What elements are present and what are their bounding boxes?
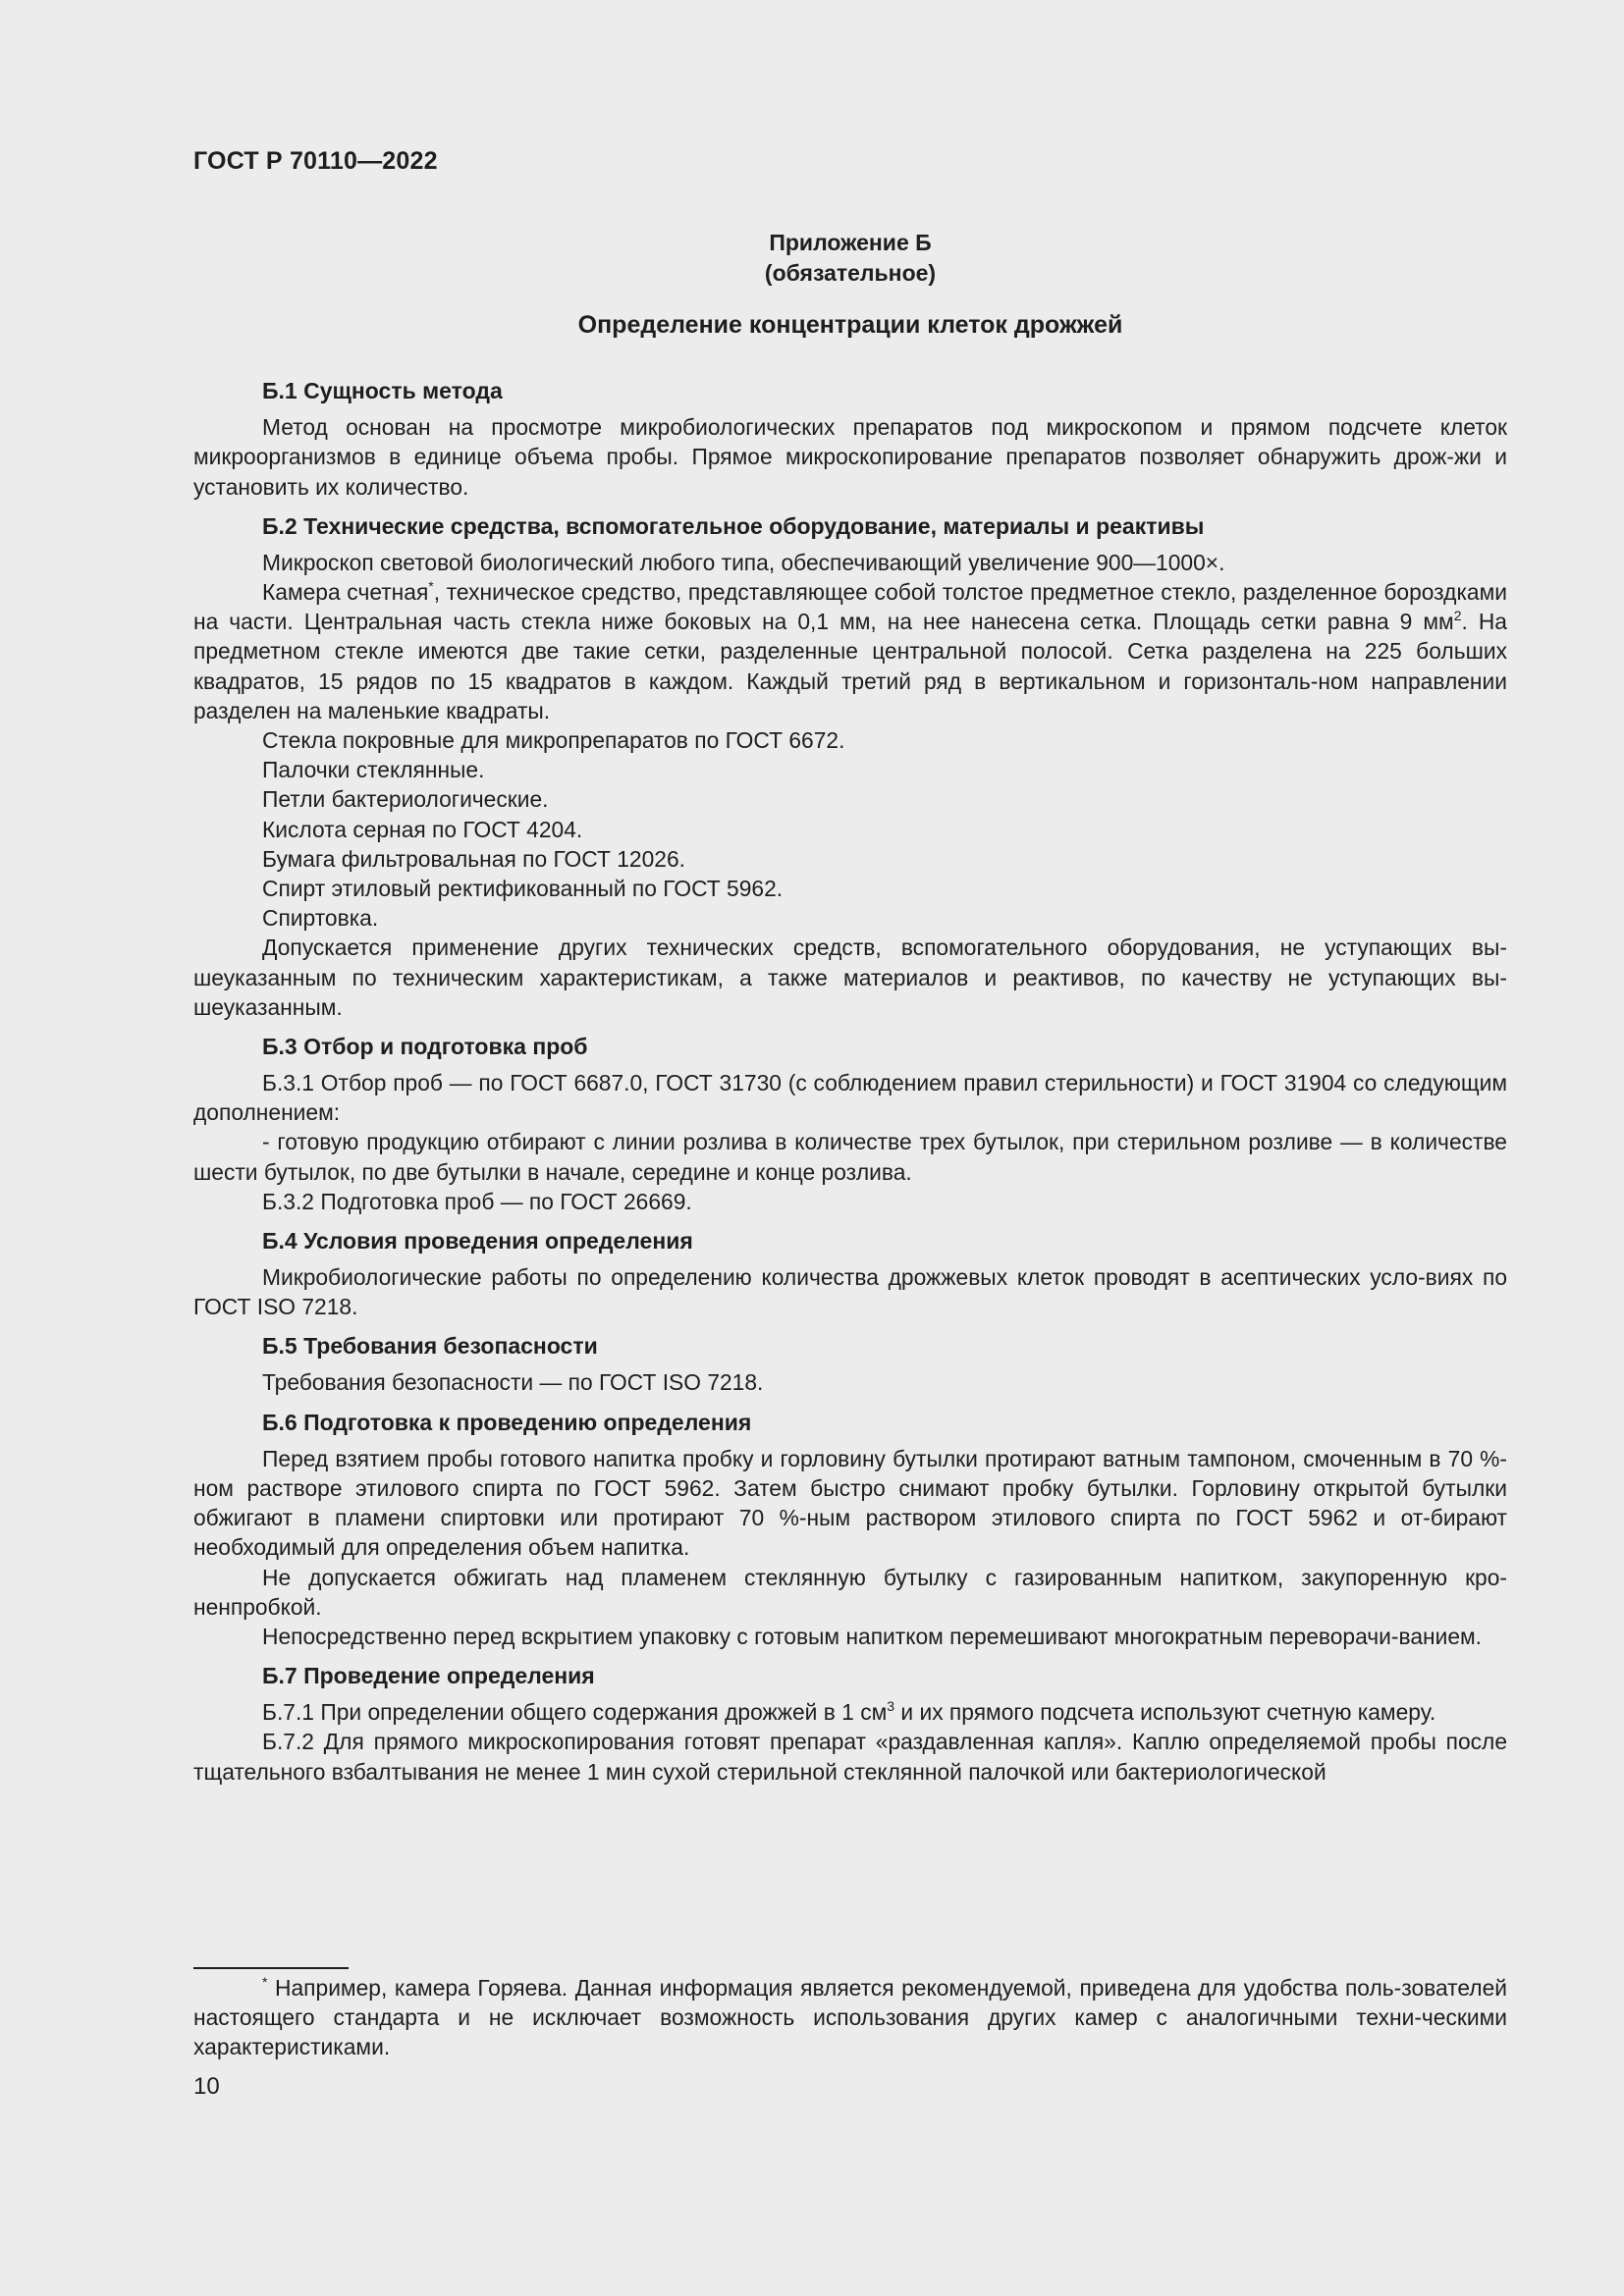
- section-b3: [193, 1032, 1507, 1216]
- footnote: [193, 1973, 1507, 2062]
- footnote-mark: *: [262, 1974, 268, 1990]
- paragraph: Б.3.1 Отбор проб — по ГОСТ 6687.0, ГОСТ 31730 (с соблюдением правил стерильности) и ГОСТ 31904 со следующим дополнением:: [193, 1070, 1507, 1126]
- superscript: 3: [887, 1698, 895, 1715]
- list-item: Кислота серная по ГОСТ 4204.: [262, 816, 583, 842]
- section-b1: [193, 376, 1507, 502]
- section-b6: [193, 1408, 1507, 1651]
- section-heading: Б.6 Подготовка к проведению определения: [262, 1409, 752, 1435]
- section-heading: Б.2 Технические средства, вспомогательное оборудование, материалы и реактивы: [262, 512, 1205, 539]
- document-body: [193, 228, 1507, 1787]
- footnote-reference: *: [428, 578, 434, 595]
- paragraph: Микробиологические работы по определению количества дрожжевых клеток проводят в асептических усло-виях по ГОСТ ISO 7218.: [193, 1264, 1507, 1320]
- section-b5: [193, 1331, 1507, 1397]
- list-item: Петли бактериологические.: [262, 786, 549, 813]
- section-heading: Б.1 Сущность метода: [262, 378, 503, 404]
- paragraph: Метод основан на просмотре микробиологических препаратов под микроскопом и прямом подсчете клеток микроорганизмов в единице объема пробы. Прямое микроскопирование препаратов позволяет обнаружить дрож-жи и установить их количество.: [193, 414, 1507, 500]
- paragraph-counting-chamber: [193, 577, 1507, 725]
- list-item: Палочки стеклянные.: [262, 757, 485, 783]
- page-number: 10: [193, 2073, 220, 2100]
- section-b7: [193, 1661, 1507, 1787]
- paragraph: Б.7.2 Для прямого микроскопирования готовят препарат «раздавленная капля». Каплю определяемой пробы после тщательного взбалтывания не менее 1 мин сухой стерильной стеклянной палочкой или бактериологической: [193, 1729, 1507, 1785]
- superscript: 2: [1453, 608, 1462, 624]
- list-item: Спирт этиловый ректификованный по ГОСТ 5962.: [262, 876, 784, 902]
- appendix-status: (обязательное): [764, 260, 937, 286]
- paragraph: Микроскоп световой биологический любого типа, обеспечивающий увеличение 900—1000×.: [262, 549, 1225, 575]
- paragraph: Перед взятием пробы готового напитка пробку и горловину бутылки протирают ватным тампоном, смоченным в 70 %-ном растворе этилового спирта по ГОСТ 5962. Затем быстро снимают пробку бутылки. Горловину открытой бутылки обжигают в пламени спиртовки или протирают 70 %-ным раствором этилового спирта по ГОСТ 5962 и от-бирают необходимый для определения объем напитка.: [193, 1445, 1507, 1561]
- list-item: Стекла покровные для микропрепаратов по ГОСТ 6672.: [262, 727, 845, 754]
- section-heading: Б.4 Условия проведения определения: [262, 1228, 693, 1255]
- paragraph: Не допускается обжигать над пламенем стеклянную бутылку с газированным напитком, закупоренную кро-ненпробкой.: [193, 1564, 1507, 1620]
- footnote-text: [193, 1973, 1507, 2062]
- list-item: Бумага фильтровальная по ГОСТ 12026.: [262, 845, 685, 872]
- text-run: Камера счетная: [262, 579, 429, 606]
- standard-header: ГОСТ Р 70110—2022: [193, 147, 438, 175]
- paragraph: Допускается применение других технических средств, вспомогательного оборудования, не уступающих вы-шеуказанным по техническим характеристикам, а также материалов и реактивов, по качеству не уступающих вы-шеуказанным.: [193, 934, 1507, 1020]
- list-item: Спиртовка.: [262, 905, 379, 932]
- section-b2: [193, 511, 1507, 1022]
- paragraph: Требования безопасности — по ГОСТ ISO 7218.: [262, 1369, 764, 1396]
- paragraph: [193, 1697, 1507, 1727]
- paragraph: - готовую продукцию отбирают с линии розлива в количестве трех бутылок, при стерильном розливе — в количестве шести бутылок, по две бутылки в начале, середине и конце розлива.: [193, 1129, 1507, 1185]
- text-run: и их прямого подсчета используют счетную камеру.: [894, 1699, 1436, 1726]
- text-run: Например, камера Горяева. Данная информация является рекомендуемой, приведена для удобства поль-зователей настоящего стандарта и не исключает возможность использования других камер с аналогичными техни-ческими характеристиками.: [193, 1975, 1507, 2060]
- paragraph: Б.3.2 Подготовка проб — по ГОСТ 26669.: [262, 1188, 692, 1214]
- appendix-heading: Определение концентрации клеток дрожжей: [577, 311, 1123, 339]
- appendix-title: Приложение Б: [769, 230, 932, 255]
- text-run: Б.7.1 При определении общего содержания дрожжей в 1 см: [262, 1699, 888, 1726]
- text-run: , техническое средство, представляющее собой толстое предметное стекло, разделенное бороздками на части. Центральная часть стекла ниже боковых на 0,1 мм, на нее нанесена сетка. Площадь сетки равна 9 мм: [193, 579, 1507, 635]
- footnote-divider: [193, 1967, 349, 1969]
- section-heading: Б.7 Проведение определения: [262, 1663, 595, 1689]
- text-run: . На предметном стекле имеются две такие сетки, разделенные центральной полосой. Сетка разделена на 225 больших квадратов, 15 рядов по 15 квадратов в каждом. Каждый третий ряд в вертикальном и горизонталь-ном направлении разделен на маленькие квадраты.: [193, 609, 1507, 723]
- section-heading: Б.5 Требования безопасности: [262, 1333, 598, 1360]
- section-b4: [193, 1226, 1507, 1321]
- section-heading: Б.3 Отбор и подготовка проб: [262, 1034, 588, 1060]
- paragraph: Непосредственно перед вскрытием упаковку с готовым напитком перемешивают многократным переворачи-ванием.: [262, 1623, 1483, 1649]
